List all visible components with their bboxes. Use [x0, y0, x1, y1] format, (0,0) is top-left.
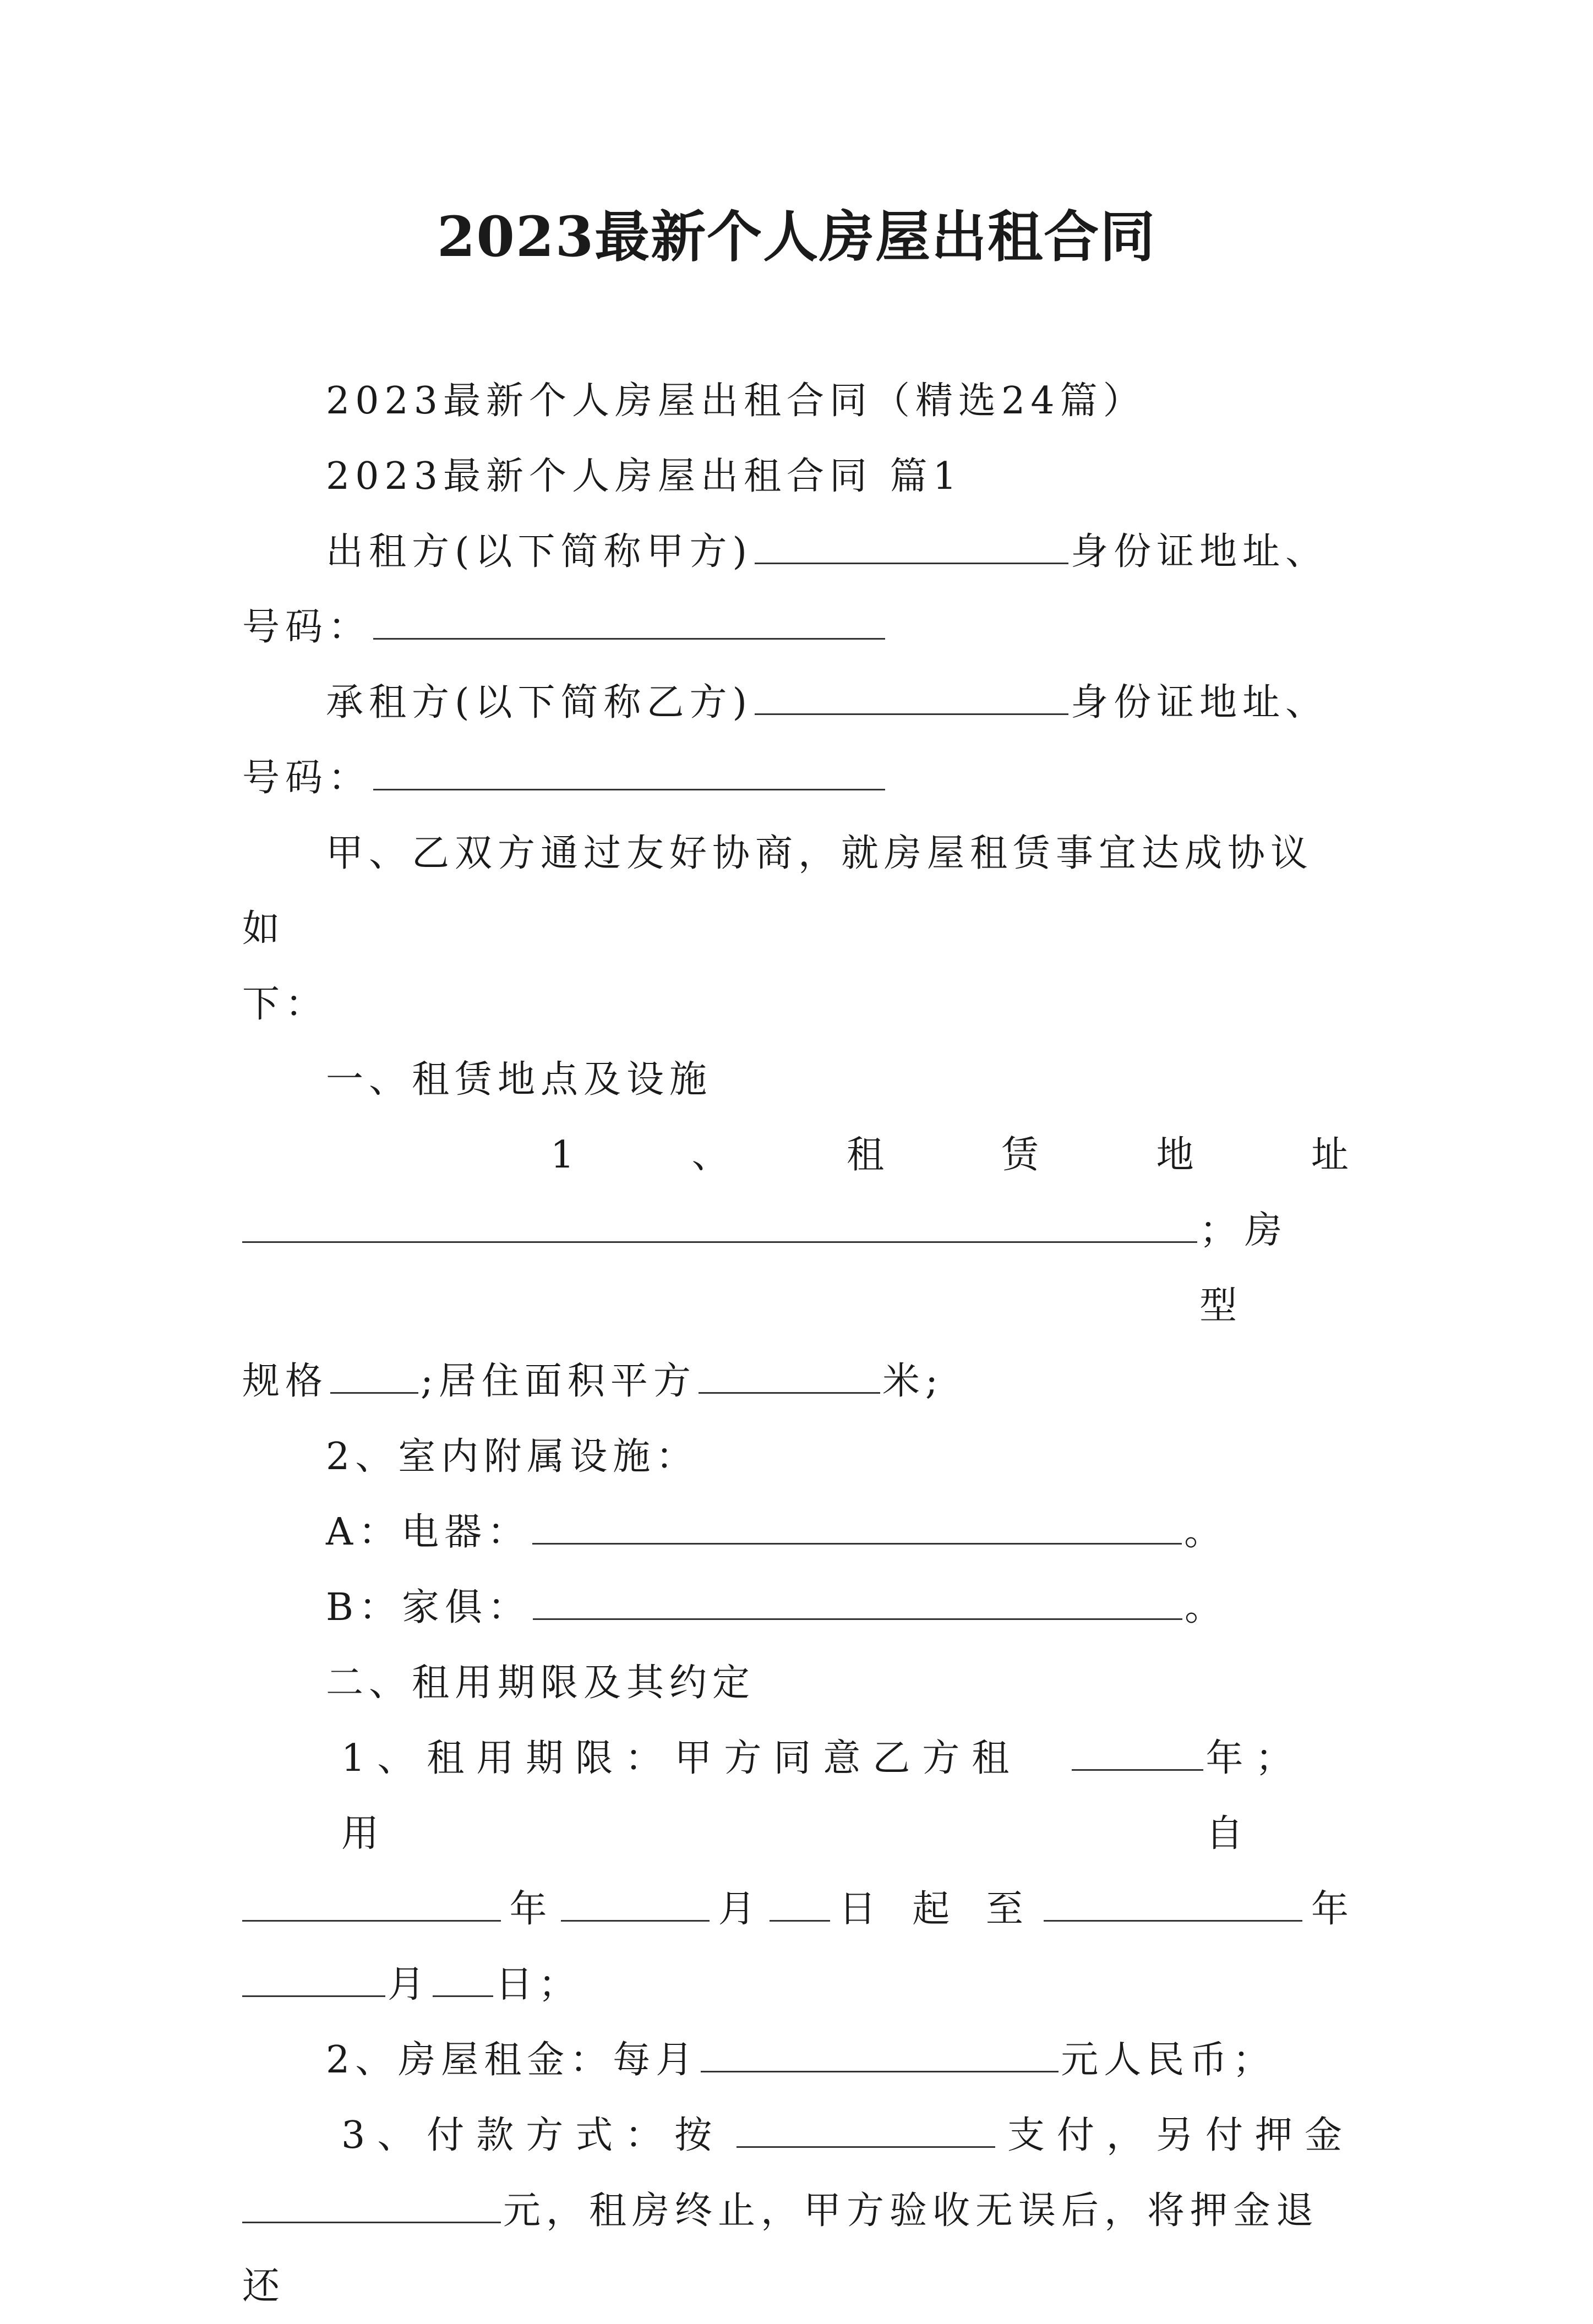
appliances-label: A：电器： [326, 1510, 531, 1554]
start-day-blank [770, 1886, 830, 1922]
furniture-blank [533, 1584, 1182, 1620]
end-month-label: 月 [388, 1963, 431, 2006]
furniture-line [242, 1570, 1354, 1645]
term-label: 1、租用期限：甲方同意乙方租用 [341, 1737, 1022, 1856]
document-title: 2023最新个人房屋出租合同 [437, 204, 1156, 269]
appliances-blank [532, 1509, 1182, 1545]
term-years-blank [1072, 1735, 1204, 1771]
area-unit: 米; [882, 1360, 943, 1403]
rent-blank [701, 2037, 1059, 2072]
appliances-period: 。 [1184, 1510, 1228, 1554]
furniture-period: 。 [1184, 1586, 1228, 1629]
end-month-blank [242, 1961, 385, 1997]
area-blank [699, 1358, 880, 1394]
spec-line [242, 1344, 1354, 1419]
spec-blank [330, 1358, 418, 1394]
deposit-tail: 元，租房终止，甲方验收无误后，将押金退还 [242, 2189, 1319, 2308]
furniture-label: B：家俱： [326, 1586, 531, 1629]
term-end-line [242, 1947, 1354, 2022]
addr-part-5: 地 [1156, 1133, 1199, 1177]
lessor-id-label: 身份证地址、 [1071, 530, 1329, 574]
rent-line [242, 2022, 1354, 2098]
addr-part-3: 租 [846, 1133, 890, 1177]
start-month-label: 月 [718, 1887, 761, 1931]
lessee-label: 承租方(以下简称乙方) [326, 681, 753, 724]
payment-label: 3、付款方式：按 [341, 2114, 724, 2157]
section-heading: 2023最新个人房屋出租合同 篇1 [326, 455, 962, 498]
term-dates-line [242, 1872, 1354, 1947]
start-month-blank [561, 1886, 710, 1922]
rental-address-line [242, 1117, 1354, 1193]
rent-unit: 元人民币； [1061, 2038, 1276, 2082]
term-year-semi: 年；自 [1205, 1737, 1305, 1856]
rent-label: 2、房屋租金：每月 [326, 2038, 699, 2082]
document-body [242, 363, 1354, 2324]
start-year-blank [242, 1886, 501, 1922]
lessor-label: 出租方(以下简称甲方) [326, 530, 753, 574]
spec-label: 规格 [242, 1360, 329, 1403]
appliances-line [242, 1494, 1354, 1570]
end-day-label: 日； [495, 1963, 582, 2006]
deposit-blank [242, 2187, 501, 2223]
lessee-id-label: 身份证地址、 [1071, 681, 1329, 724]
payment-line [242, 2098, 1354, 2173]
lessee-number-blank [373, 755, 885, 790]
section-1-heading: 一、租赁地点及设施 [326, 1058, 713, 1101]
agreement-line-2: 下： [242, 983, 329, 1026]
rental-address-blank-line [242, 1193, 1354, 1344]
room-type-label: ；房 型 [1199, 1209, 1290, 1328]
lessor-name-blank [755, 528, 1068, 564]
lessee-number-label: 号码： [242, 756, 372, 800]
lessee-line [242, 665, 1354, 740]
lessee-name-blank [755, 679, 1068, 715]
deposit-line [242, 2173, 1354, 2324]
addr-part-6: 址 [1311, 1133, 1354, 1177]
agreement-line-1: 甲、乙双方通过友好协商，就房屋租赁事宜达成协议如 [242, 832, 1314, 951]
addr-part-2: 、 [691, 1133, 735, 1177]
addr-part-1: 1 [550, 1133, 580, 1177]
payment-tail: 支付，另付押金 [1007, 2114, 1354, 2157]
end-year-label: 年 [1311, 1887, 1354, 1931]
lessee-number-line [242, 740, 1354, 816]
area-label: ;居住面积平方 [421, 1360, 696, 1403]
lessor-number-line [242, 590, 1354, 665]
start-year-label: 年 [509, 1887, 553, 1931]
lessor-number-blank [373, 604, 885, 640]
lessor-line [242, 514, 1354, 590]
end-year-blank [1044, 1886, 1302, 1922]
end-day-blank [433, 1961, 493, 1997]
section-2-heading: 二、租用期限及其约定 [326, 1661, 756, 1705]
start-day-to-label: 日 起 至 [838, 1887, 1035, 1931]
lessor-number-label: 号码： [242, 605, 372, 649]
addr-part-4: 赁 [1001, 1133, 1045, 1177]
rental-address-blank [242, 1207, 1197, 1243]
facilities-heading: 2、室内附属设施： [326, 1435, 699, 1479]
payment-method-blank [737, 2112, 995, 2148]
subtitle: 2023最新个人房屋出租合同（精选24篇） [326, 379, 1146, 423]
term-line [242, 1721, 1354, 1872]
